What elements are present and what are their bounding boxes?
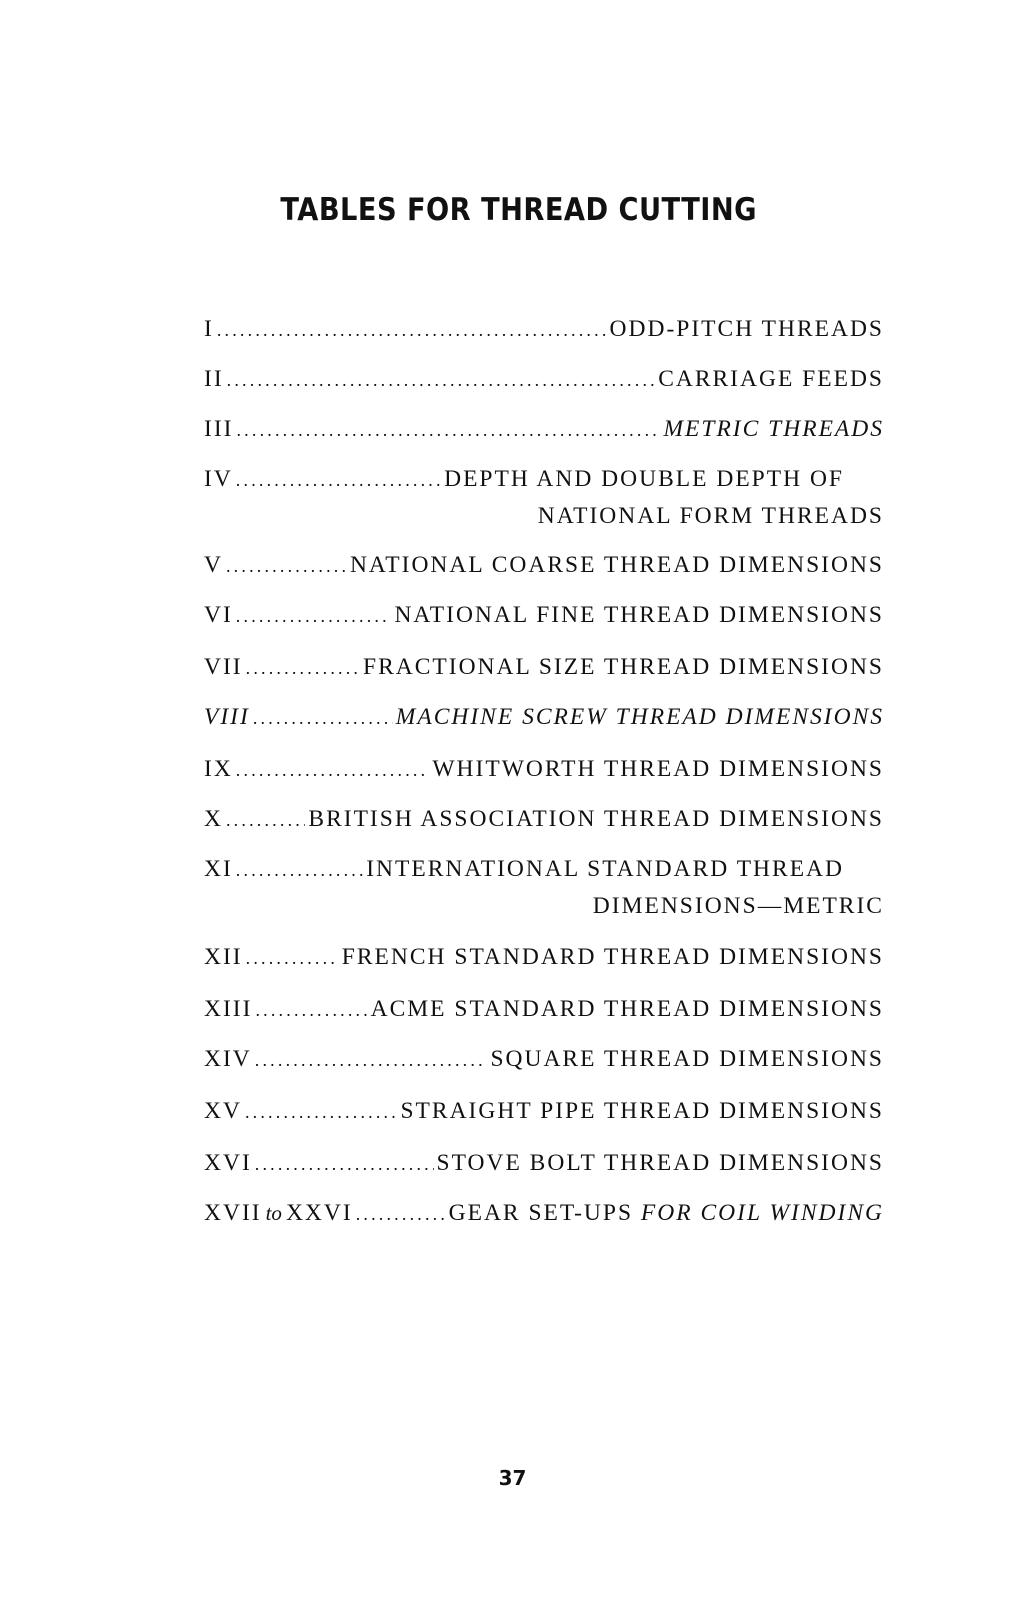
- entry-numeral: I: [204, 316, 214, 342]
- dot-leader: [255, 996, 367, 1023]
- entry-numeral: VI: [204, 602, 233, 628]
- entry-numeral: II: [204, 366, 224, 392]
- entry-numeral: XVI: [204, 1150, 252, 1176]
- description-part1: GEAR SET-UPS: [448, 1200, 634, 1226]
- entry-description: ACME STANDARD THREAD DIMENSIONS: [370, 996, 884, 1022]
- entry-description: FRACTIONAL SIZE THREAD DIMENSIONS: [363, 654, 884, 680]
- dot-leader: [236, 756, 430, 783]
- numeral-start: XVII: [204, 1200, 262, 1226]
- toc-entry-vii: [204, 654, 884, 688]
- entry-numeral: IV: [204, 466, 233, 492]
- entry-description: ODD-PITCH THREADS: [609, 316, 884, 342]
- entry-description: INTERNATIONAL STANDARD THREAD: [366, 856, 844, 882]
- entry-description: WHITWORTH THREAD DIMENSIONS: [432, 756, 884, 782]
- entry-numeral: XIII: [204, 996, 253, 1022]
- dot-leader: [356, 1200, 446, 1227]
- dot-leader: [253, 704, 393, 731]
- dot-leader: [227, 366, 656, 393]
- description-part2: FOR COIL WINDING: [640, 1200, 884, 1226]
- entry-description: [449, 1200, 884, 1227]
- entry-numeral: V: [204, 552, 223, 578]
- entry-numeral: XI: [204, 856, 233, 882]
- toc-entry-xii: [204, 944, 884, 978]
- toc-entry-xi: [204, 856, 844, 890]
- entry-description: NATIONAL FINE THREAD DIMENSIONS: [394, 602, 884, 628]
- dot-leader: [226, 552, 347, 579]
- page-title: TABLES FOR THREAD CUTTING: [280, 192, 757, 228]
- entry-numeral: VII: [204, 654, 243, 680]
- toc-entry-viii: [204, 704, 884, 738]
- dot-leader: [245, 1098, 398, 1125]
- dot-leader: [236, 856, 363, 883]
- entry-description: STOVE BOLT THREAD DIMENSIONS: [436, 1150, 884, 1176]
- entry-numeral: IX: [204, 756, 233, 782]
- entry-description: METRIC THREADS: [663, 416, 884, 442]
- numeral-joiner: to: [265, 1201, 282, 1225]
- toc-entry-ix: [204, 756, 884, 790]
- entry-numeral: XIV: [204, 1046, 252, 1072]
- entry-description: FRENCH STANDARD THREAD DIMENSIONS: [341, 944, 884, 970]
- entry-description: MACHINE SCREW THREAD DIMENSIONS: [395, 704, 884, 730]
- toc-entry-i: [204, 316, 884, 350]
- entry-numeral: X: [204, 806, 223, 832]
- dot-leader: [226, 806, 305, 833]
- dot-leader: [217, 316, 607, 343]
- dot-leader: [255, 1150, 434, 1177]
- dot-leader: [246, 654, 360, 681]
- page-number: 37: [498, 1466, 527, 1490]
- entry-numeral: [204, 1200, 353, 1227]
- toc-entry-xiv: [204, 1046, 884, 1080]
- toc-entry-v: [204, 552, 884, 586]
- toc-entry-x: [204, 806, 884, 840]
- toc-entry-xv: [204, 1098, 884, 1132]
- entry-description: SQUARE THREAD DIMENSIONS: [490, 1046, 884, 1072]
- dot-leader: [246, 944, 339, 971]
- entry-description-continuation: NATIONAL FORM THREADS: [537, 503, 884, 529]
- entry-description: STRAIGHT PIPE THREAD DIMENSIONS: [400, 1098, 884, 1124]
- dot-leader: [236, 416, 660, 443]
- toc-entry-xiii: [204, 996, 884, 1030]
- dot-leader: [255, 1046, 488, 1073]
- toc-entry-vi: [204, 602, 884, 636]
- toc-entry-ii: [204, 366, 884, 400]
- entry-description: DEPTH AND DOUBLE DEPTH OF: [444, 466, 844, 492]
- entry-description: NATIONAL COARSE THREAD DIMENSIONS: [349, 552, 884, 578]
- table-of-contents: [204, 0, 884, 1300]
- entry-numeral: VIII: [204, 704, 250, 730]
- toc-entry-xvii-to-xxvi: [204, 1200, 884, 1234]
- entry-description-continuation: DIMENSIONS—METRIC: [592, 893, 884, 919]
- entry-numeral: XII: [204, 944, 243, 970]
- toc-entry-xvi: [204, 1150, 884, 1184]
- dot-leader: [236, 602, 392, 629]
- entry-numeral: III: [204, 416, 234, 442]
- toc-entry-iv: [204, 466, 844, 500]
- toc-entry-iii: [204, 416, 884, 450]
- entry-numeral: XV: [204, 1098, 242, 1124]
- numeral-end: XXVI: [285, 1200, 353, 1226]
- entry-description: BRITISH ASSOCIATION THREAD DIMENSIONS: [308, 806, 884, 832]
- entry-description: CARRIAGE FEEDS: [658, 366, 884, 392]
- dot-leader: [236, 466, 441, 493]
